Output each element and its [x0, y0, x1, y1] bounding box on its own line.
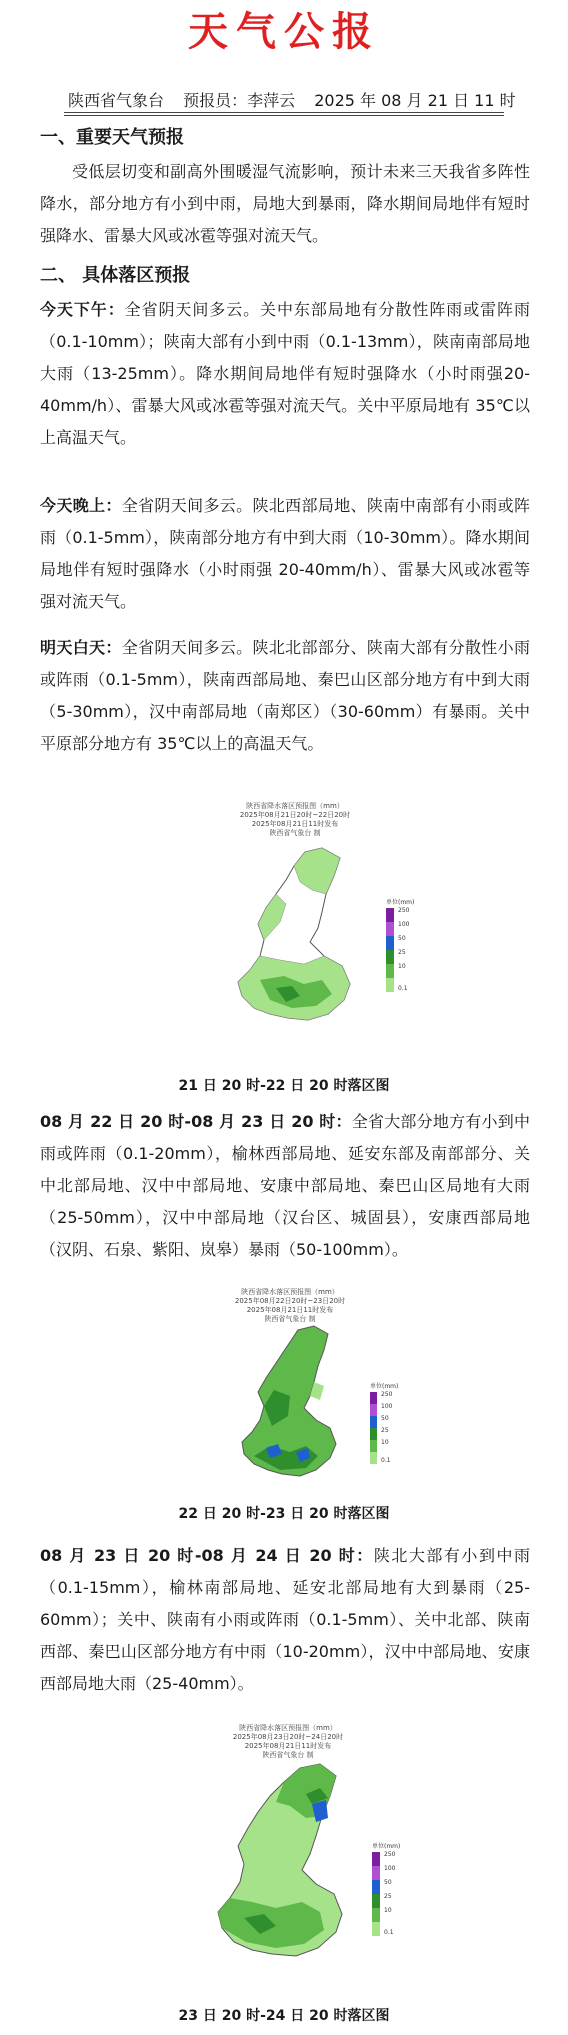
forecast-period-lead: 08 月 23 日 20 时-08 月 24 日 20 时： — [40, 1546, 374, 1565]
rain-map-block-3 — [0, 1722, 568, 2035]
legend-1 — [386, 898, 414, 992]
map-title-line: 陕西省气象台 制 — [262, 1751, 314, 1759]
map-title-line: 陕西省气象台 制 — [264, 1315, 316, 1323]
legend-value: 50 — [384, 1879, 392, 1886]
map-title-line: 陕西省气象台 制 — [269, 829, 321, 837]
legend-title: 单位(mm) — [370, 1383, 399, 1390]
section-heading-areas: 二、 具体落区预报 — [40, 265, 191, 286]
forecast-period-lead: 08 月 22 日 20 时-08 月 23 日 20 时： — [40, 1112, 352, 1131]
legend-value: 25 — [381, 1427, 389, 1434]
map-title-line: 2025年08月21日11时发布 — [246, 1306, 334, 1314]
forecaster-name: 预报员：李萍云 — [183, 91, 296, 110]
legend-value: 100 — [384, 1865, 396, 1872]
forecast-item-this-afternoon — [40, 294, 530, 454]
legend-value: 250 — [398, 907, 410, 914]
map-title-line: 2025年08月21日20时~22日20时 — [239, 811, 351, 819]
forecast-item-lead: 今天下午： — [40, 300, 125, 319]
issuing-organization: 陕西省气象台 — [68, 91, 165, 110]
legend-2 — [370, 1382, 398, 1464]
legend-value: 50 — [381, 1415, 389, 1422]
legend-value: 0.1 — [381, 1457, 391, 1464]
forecast-item-lead: 明天白天： — [40, 638, 122, 657]
map-title-line: 陕西省降水落区预报图（mm） — [239, 1724, 337, 1732]
legend-value: 25 — [398, 949, 406, 956]
map-caption-1: 21 日 20 时-22 日 20 时落区图 — [178, 1078, 390, 1094]
header-divider-secondary — [64, 115, 504, 116]
forecast-item-tonight — [40, 490, 530, 618]
map-title-line: 2025年08月23日20时~24日20时 — [232, 1733, 344, 1741]
precipitation-map-2 — [210, 1286, 410, 1500]
legend-value: 50 — [398, 935, 406, 942]
forecast-item-body: 全省阴天间多云。陕北西部局地、陕南中南部有小雨或阵雨（0.1-5mm），陕南部分地方有中到大雨（10-30mm）。降水期间局地伴有短时强降水（小时雨强 20-40mm/h）、雷暴大风或冰雹等强对流天气。 — [40, 496, 530, 611]
legend-3 — [372, 1842, 400, 1936]
precipitation-map-3 — [180, 1722, 420, 2002]
legend-value: 10 — [381, 1439, 389, 1446]
rain-map-block-1 — [0, 790, 568, 1094]
legend-value: 100 — [398, 921, 410, 928]
legend-title: 单位(mm) — [386, 899, 415, 906]
legend-value: 250 — [381, 1391, 393, 1398]
map-title-line: 2025年08月22日20时~23日20时 — [234, 1297, 346, 1305]
map-title-line: 2025年08月21日11时发布 — [244, 1742, 332, 1750]
legend-title: 单位(mm) — [372, 1843, 401, 1850]
legend-value: 250 — [384, 1851, 396, 1858]
legend-value: 0.1 — [384, 1929, 394, 1936]
map-caption-3: 23 日 20 时-24 日 20 时落区图 — [178, 2008, 390, 2024]
map-title-line: 陕西省降水落区预报图（mm） — [241, 1288, 339, 1296]
map-caption-2: 22 日 20 时-23 日 20 时落区图 — [178, 1506, 390, 1522]
forecast-period-aug23-24 — [40, 1540, 530, 1700]
forecast-item-body: 全省阴天间多云。关中东部局地有分散性阵雨或雷阵雨（0.1-10mm）；陕南大部有小到中雨（0.1-13mm），陕南南部局地大雨（13-25mm）。降水期间局地伴有短时强降水（小时雨强20-40mm/h）、雷暴大风或冰雹等强对流天气。关中平原局地有 35℃以上高温天气。 — [40, 300, 530, 447]
legend-value: 0.1 — [398, 985, 408, 992]
precipitation-map-1 — [200, 800, 420, 1048]
section-heading-important: 一、重要天气预报 — [40, 127, 184, 148]
forecast-item-tomorrow-day — [40, 632, 530, 760]
legend-value: 25 — [384, 1893, 392, 1900]
important-forecast-text: 受低层切变和副高外围暖湿气流影响，预计未来三天我省多阵性降水，部分地方有小到中雨，局地大到暴雨，降水期间局地伴有短时强降水、雷暴大风或冰雹等强对流天气。 — [40, 162, 530, 245]
legend-value: 100 — [381, 1403, 393, 1410]
forecast-period-body: 陕北大部有小到中雨（0.1-15mm），榆林南部局地、延安北部局地有大到暴雨（25-60mm）；关中、陕南有小雨或阵雨（0.1-5mm）、关中北部、陕南西部、秦巴山区部分地方有中雨（10-20mm），汉中中部局地、安康西部局地大雨（25-40mm）。 — [40, 1546, 530, 1693]
rain-map-block-2 — [0, 1286, 568, 1536]
forecast-item-body: 全省阴天间多云。陕北北部部分、陕南大部有分散性小雨或阵雨（0.1-5mm），陕南西部局地、秦巴山区部分地方有中到大雨（5-30mm），汉中南部局地（南郑区）（30-60mm）有暴雨。关中平原部分地方有 35℃以上的高温天气。 — [40, 638, 530, 753]
forecast-item-lead: 今天晚上： — [40, 496, 122, 515]
bulletin-header — [68, 91, 516, 111]
issue-datetime: 2025 年 08 月 21 日 11 时 — [314, 91, 516, 110]
map-title-line: 陕西省降水落区预报图（mm） — [246, 802, 344, 810]
forecast-period-body: 全省大部分地方有小到中雨或阵雨（0.1-20mm），榆林西部局地、延安东部及南部部分、关中北部局地、汉中中部局地、安康中部局地、秦巴山区局地有大雨（25-50mm），汉中中部局地（汉台区、城固县），安康西部局地（汉阴、石泉、紫阳、岚皋）暴雨（50-100mm）。 — [40, 1112, 530, 1259]
forecast-period-aug22-23 — [40, 1106, 530, 1266]
header-divider — [64, 112, 504, 113]
bulletin-title: 天气公报 — [188, 9, 380, 55]
legend-value: 10 — [398, 963, 406, 970]
legend-value: 10 — [384, 1907, 392, 1914]
map-title-line: 2025年08月21日11时发布 — [251, 820, 339, 828]
